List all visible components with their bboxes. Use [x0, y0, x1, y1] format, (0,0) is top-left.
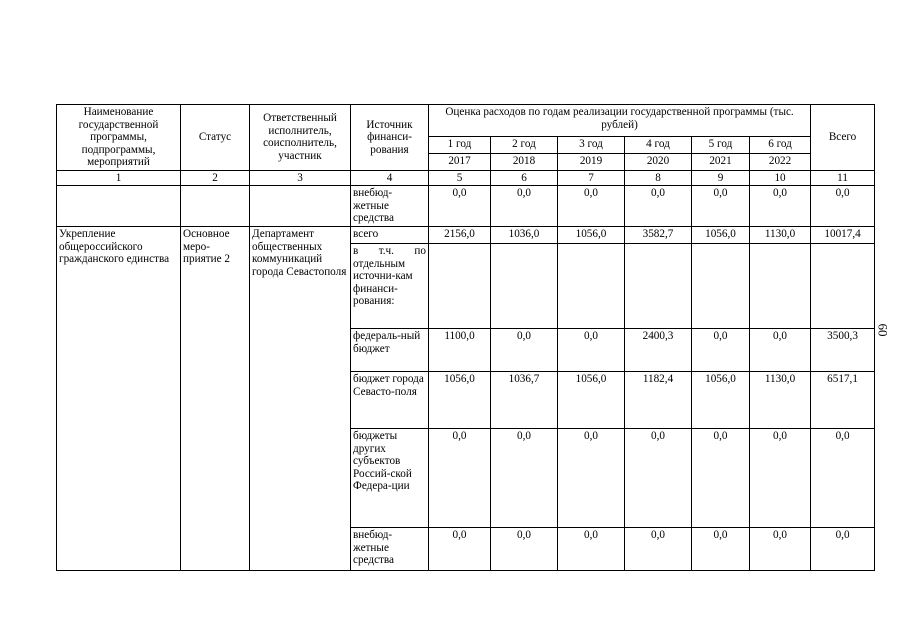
value-cell: 0,0 [491, 328, 558, 371]
year-value: 2021 [692, 154, 750, 171]
value-cell [692, 243, 750, 328]
value-cell: 0,0 [558, 185, 625, 226]
table-row [57, 226, 875, 243]
value-cell: 0,0 [429, 527, 491, 570]
header-source: Источник финанси-рования [351, 105, 429, 171]
column-number: 1 [57, 170, 181, 185]
header-total: Всего [811, 105, 875, 171]
value-cell: 2400,3 [625, 328, 692, 371]
value-cell: 0,0 [692, 185, 750, 226]
program-status: Основное меро-приятие 2 [181, 226, 250, 570]
source-cell: бюджеты других субъектов Россий-ской Федера-ции [351, 428, 429, 527]
value-cell: 1056,0 [558, 226, 625, 243]
value-cell: 0,0 [558, 527, 625, 570]
column-number-row [57, 170, 875, 185]
value-cell: 0,0 [491, 527, 558, 570]
table-row [57, 185, 875, 226]
value-cell: 1036,0 [491, 226, 558, 243]
budget-table [56, 104, 875, 571]
value-cell: 0,0 [429, 185, 491, 226]
empty-cell [250, 185, 351, 226]
year-label: 2 год [491, 137, 558, 154]
program-responsible: Департамент общественных коммуникаций города Севастополя [250, 226, 351, 570]
value-cell: 1056,0 [558, 371, 625, 428]
column-number: 8 [625, 170, 692, 185]
value-cell: 0,0 [692, 527, 750, 570]
empty-cell [57, 185, 181, 226]
year-label: 6 год [750, 137, 811, 154]
source-cell: в т.ч. по отдельным источни-кам финанси-рования: [351, 243, 429, 328]
value-cell: 0,0 [750, 428, 811, 527]
total-cell: 10017,4 [811, 226, 875, 243]
value-cell: 0,0 [625, 428, 692, 527]
year-value: 2022 [750, 154, 811, 171]
header-estimate: Оценка расходов по годам реализации государственной программы (тыс. рублей) [429, 105, 811, 137]
value-cell: 0,0 [429, 428, 491, 527]
value-cell: 0,0 [491, 185, 558, 226]
value-cell: 1100,0 [429, 328, 491, 371]
column-number: 2 [181, 170, 250, 185]
header-row [57, 105, 875, 137]
value-cell: 0,0 [750, 185, 811, 226]
value-cell: 0,0 [625, 185, 692, 226]
value-cell: 1130,0 [750, 226, 811, 243]
value-cell: 1036,7 [491, 371, 558, 428]
value-cell: 3582,7 [625, 226, 692, 243]
value-cell: 1056,0 [692, 371, 750, 428]
year-value: 2017 [429, 154, 491, 171]
value-cell: 0,0 [692, 428, 750, 527]
total-cell [811, 243, 875, 328]
total-cell: 0,0 [811, 527, 875, 570]
header-status: Статус [181, 105, 250, 171]
year-label: 3 год [558, 137, 625, 154]
year-value: 2020 [625, 154, 692, 171]
header-name: Наименование государственной программы, подпрограммы, мероприятий [57, 105, 181, 171]
year-value: 2019 [558, 154, 625, 171]
total-cell: 6517,1 [811, 371, 875, 428]
total-cell: 0,0 [811, 428, 875, 527]
value-cell: 0,0 [625, 527, 692, 570]
year-label: 4 год [625, 137, 692, 154]
value-cell: 1056,0 [692, 226, 750, 243]
program-name: Укрепление общероссийского гражданского единства [57, 226, 181, 570]
value-cell: 0,0 [692, 328, 750, 371]
source-cell: бюджет города Севасто-поля [351, 371, 429, 428]
column-number: 5 [429, 170, 491, 185]
page-number: 60 [875, 323, 891, 337]
value-cell [625, 243, 692, 328]
year-label: 1 год [429, 137, 491, 154]
column-number: 6 [491, 170, 558, 185]
total-cell: 0,0 [811, 185, 875, 226]
column-number: 9 [692, 170, 750, 185]
column-number: 11 [811, 170, 875, 185]
column-number: 10 [750, 170, 811, 185]
source-cell: всего [351, 226, 429, 243]
column-number: 3 [250, 170, 351, 185]
column-number: 7 [558, 170, 625, 185]
value-cell: 1130,0 [750, 371, 811, 428]
value-cell [558, 243, 625, 328]
column-number: 4 [351, 170, 429, 185]
source-cell: федераль-ный бюджет [351, 328, 429, 371]
value-cell: 0,0 [558, 328, 625, 371]
header-responsible: Ответственный исполнитель, соисполнитель, участник [250, 105, 351, 171]
year-value: 2018 [491, 154, 558, 171]
value-cell [750, 243, 811, 328]
total-cell: 3500,3 [811, 328, 875, 371]
value-cell: 0,0 [750, 328, 811, 371]
value-cell [491, 243, 558, 328]
value-cell [429, 243, 491, 328]
value-cell: 0,0 [491, 428, 558, 527]
source-cell: внебюд-жетные средства [351, 185, 429, 226]
value-cell: 0,0 [750, 527, 811, 570]
year-label: 5 год [692, 137, 750, 154]
value-cell: 1182,4 [625, 371, 692, 428]
value-cell: 0,0 [558, 428, 625, 527]
source-cell: внебюд-жетные средства [351, 527, 429, 570]
value-cell: 1056,0 [429, 371, 491, 428]
empty-cell [181, 185, 250, 226]
value-cell: 2156,0 [429, 226, 491, 243]
